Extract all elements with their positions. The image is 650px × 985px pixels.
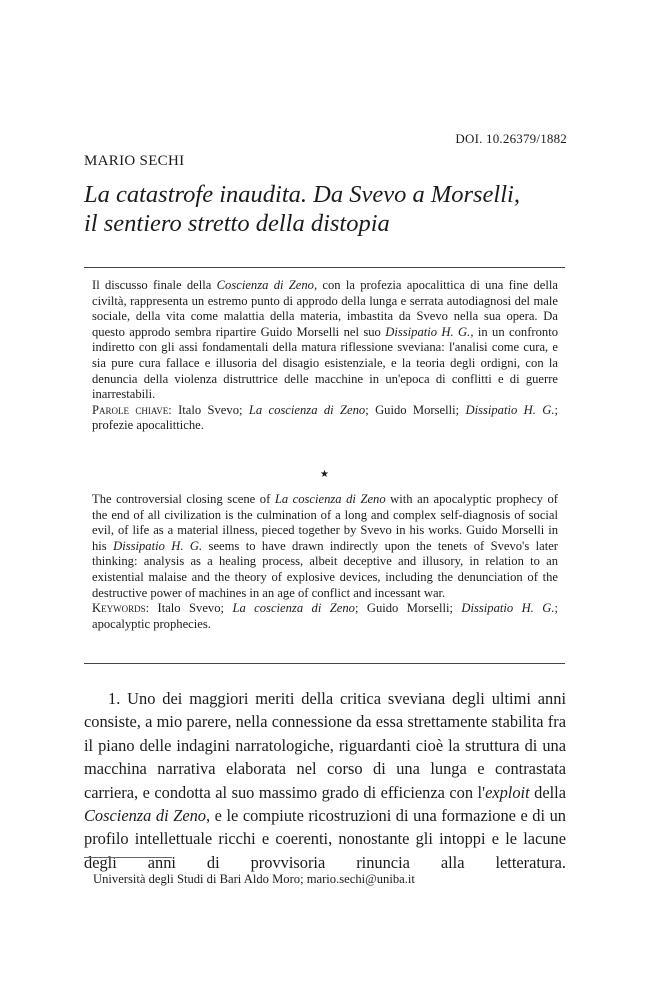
author-name: MARIO SECHI — [84, 153, 185, 169]
abstract-en-text: The controversial closing scene of La coscienza di Zeno with an apocalyptic prophecy of the end of all civilization is the culmination of a long and complex self-diagnosis of social evil, of life as a material illness, pieced together by Svevo in his works. Guido Morselli in his Dissipatio H. G. seems to have drawn indirectly upon the tenets of Svevo's later thinking: analysis as a healing process, albeit deceptive and illusory, in relation to an existential malaise and the theory of explosive devices, including the denunciation of the destructive power of machines in an age of conflict and incessant war. — [92, 492, 558, 600]
title-line-1: La catastrofe inaudita. Da Svevo a Morselli, — [84, 181, 520, 208]
abstract-italian — [92, 278, 558, 434]
abstract-it-text: Il discusso finale della Coscienza di Zeno, con la profezia apocalittica di una fine della civiltà, rappresenta un estremo punto di approdo della lunga e serrata autodiagnosi del male sociale, della vita come malattia della materia, imbastita da Svevo nella sua opera. Da questo approdo sembra ripartire Guido Morselli nel suo Dissipatio H. G., in un confronto indiretto con gli assi fondamentali della matura riflessione sveviana: l'analisi come cura, e sia pure cura fallace e illusoria del disagio esistenziale, e la teoria degli ordigni, con la denuncia della violenza distruttrice delle macchine in un'epoca di conflitti e di guerre inarrestabili. — [92, 278, 558, 402]
keywords-label-en: Keywords — [92, 601, 146, 616]
title-line-2: il sentiero stretto della distopia — [84, 210, 390, 237]
footnote-rule — [84, 857, 172, 858]
doi-label: DOI. 10.26379/1882 — [455, 131, 567, 146]
abstract-it-keywords: Parole chiave: Italo Svevo; La coscienza di Zeno; Guido Morselli; Dissipatio H. G.; profezie apocalittiche. — [92, 402, 558, 433]
body-paragraph: 1. Uno dei maggiori meriti della critica sveviana degli ultimi anni consiste, a mio parere, nella connessione da essa strettamente stabilita fra il piano delle indagini narratologiche, riguardanti cioè la struttura di una macchina narrativa elaborata nel corso di una lunga e contrastata carriera, e condotta al suo massimo grado di efficienza con l'exploit della Coscienza di Zeno, e le compiute ricostruzioni di una formazione e di un profilo intellettuale ricchi e coerenti, nonostante gli intoppi e le lacune degli anni di provvisoria rinuncia alla letteratura. — [84, 689, 567, 872]
abstract-en-keywords: Keywords: Italo Svevo; La coscienza di Zeno; Guido Morselli; Dissipatio H. G.; apocalyptic prophecies. — [92, 601, 558, 631]
abstract-box — [84, 267, 565, 664]
footnote-affiliation: Università degli Studi di Bari Aldo Moro; mario.sechi@uniba.it — [93, 872, 415, 886]
keywords-label-it: Parole chiave — [92, 402, 169, 417]
star-separator: ★ — [320, 469, 329, 480]
body-text — [84, 687, 566, 874]
article-title — [84, 180, 564, 238]
abstract-english — [92, 492, 558, 632]
